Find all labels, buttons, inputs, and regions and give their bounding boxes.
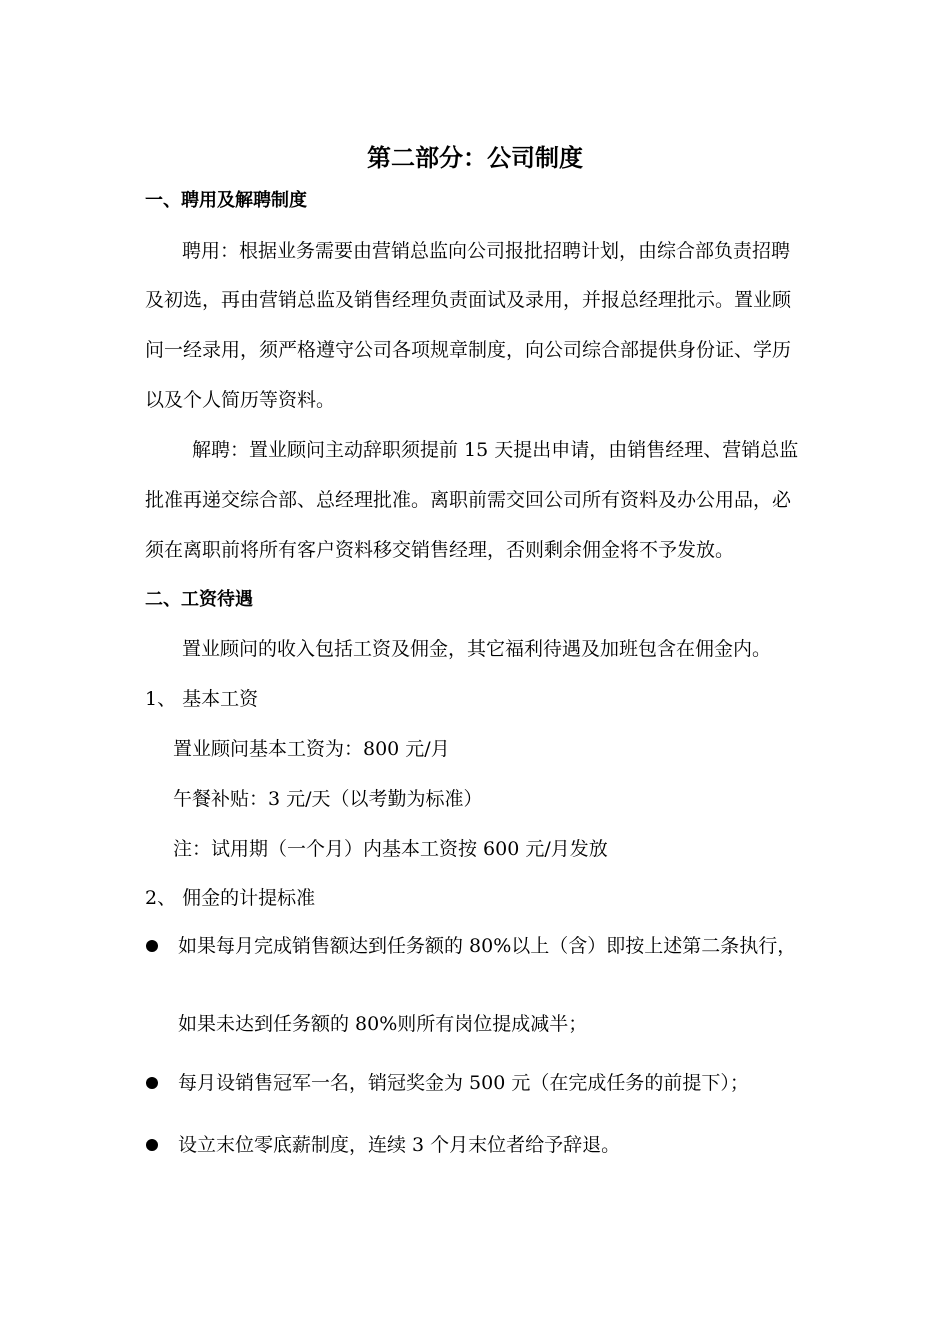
hire-paragraph-line: 问一经录用，须严格遵守公司各项规章制度，向公司综合部提供身份证、学历 — [145, 339, 792, 361]
commission-bullet-continuation: 如果未达到任务额的 80%则所有岗位提成减半； — [178, 1013, 588, 1035]
salary-intro: 置业顾问的收入包括工资及佣金，其它福利待遇及加班包含在佣金内。 — [182, 638, 772, 660]
hire-paragraph-line: 及初选，再由营销总监及销售经理负责面试及录用，并报总经理批示。置业顾 — [145, 289, 792, 311]
commission-bullet: 每月设销售冠军一名，销冠奖金为 500 元（在完成任务的前提下）； — [178, 1072, 749, 1094]
dismiss-paragraph-line: 批准再递交综合部、总经理批准。离职前需交回公司所有资料及办公用品，必 — [145, 489, 792, 511]
basic-salary-item: 置业顾问基本工资为：800 元/月 — [173, 738, 450, 760]
page-title: 第二部分：公司制度 — [367, 144, 583, 172]
hire-paragraph-line: 聘用：根据业务需要由营销总监向公司报批招聘计划，由综合部负责招聘 — [182, 240, 791, 262]
bullet-dot — [146, 1139, 158, 1151]
dismiss-paragraph-line: 须在离职前将所有客户资料移交销售经理，否则剩余佣金将不予发放。 — [145, 539, 735, 561]
bullet-dot — [146, 940, 158, 952]
probation-note: 注：试用期（一个月）内基本工资按 600 元/月发放 — [173, 838, 608, 860]
section-heading-salary: 二、工资待遇 — [145, 589, 253, 610]
subheading-basic-salary: 1、 基本工资 — [145, 688, 259, 710]
commission-bullet: 设立末位零底薪制度，连续 3 个月末位者给予辞退。 — [178, 1134, 621, 1156]
subheading-commission: 2、 佣金的计提标准 — [145, 887, 316, 909]
dismiss-paragraph-line: 解聘：置业顾问主动辞职须提前 15 天提出申请，由销售经理、营销总监 — [192, 439, 799, 461]
section-heading-hiring: 一、聘用及解聘制度 — [145, 190, 307, 211]
lunch-allowance-item: 午餐补贴：3 元/天（以考勤为标准） — [173, 788, 483, 810]
hire-paragraph-line: 以及个人简历等资料。 — [145, 389, 336, 411]
bullet-dot — [146, 1077, 158, 1089]
commission-bullet: 如果每月完成销售额达到任务额的 80%以上（含）即按上述第二条执行， — [178, 935, 797, 957]
